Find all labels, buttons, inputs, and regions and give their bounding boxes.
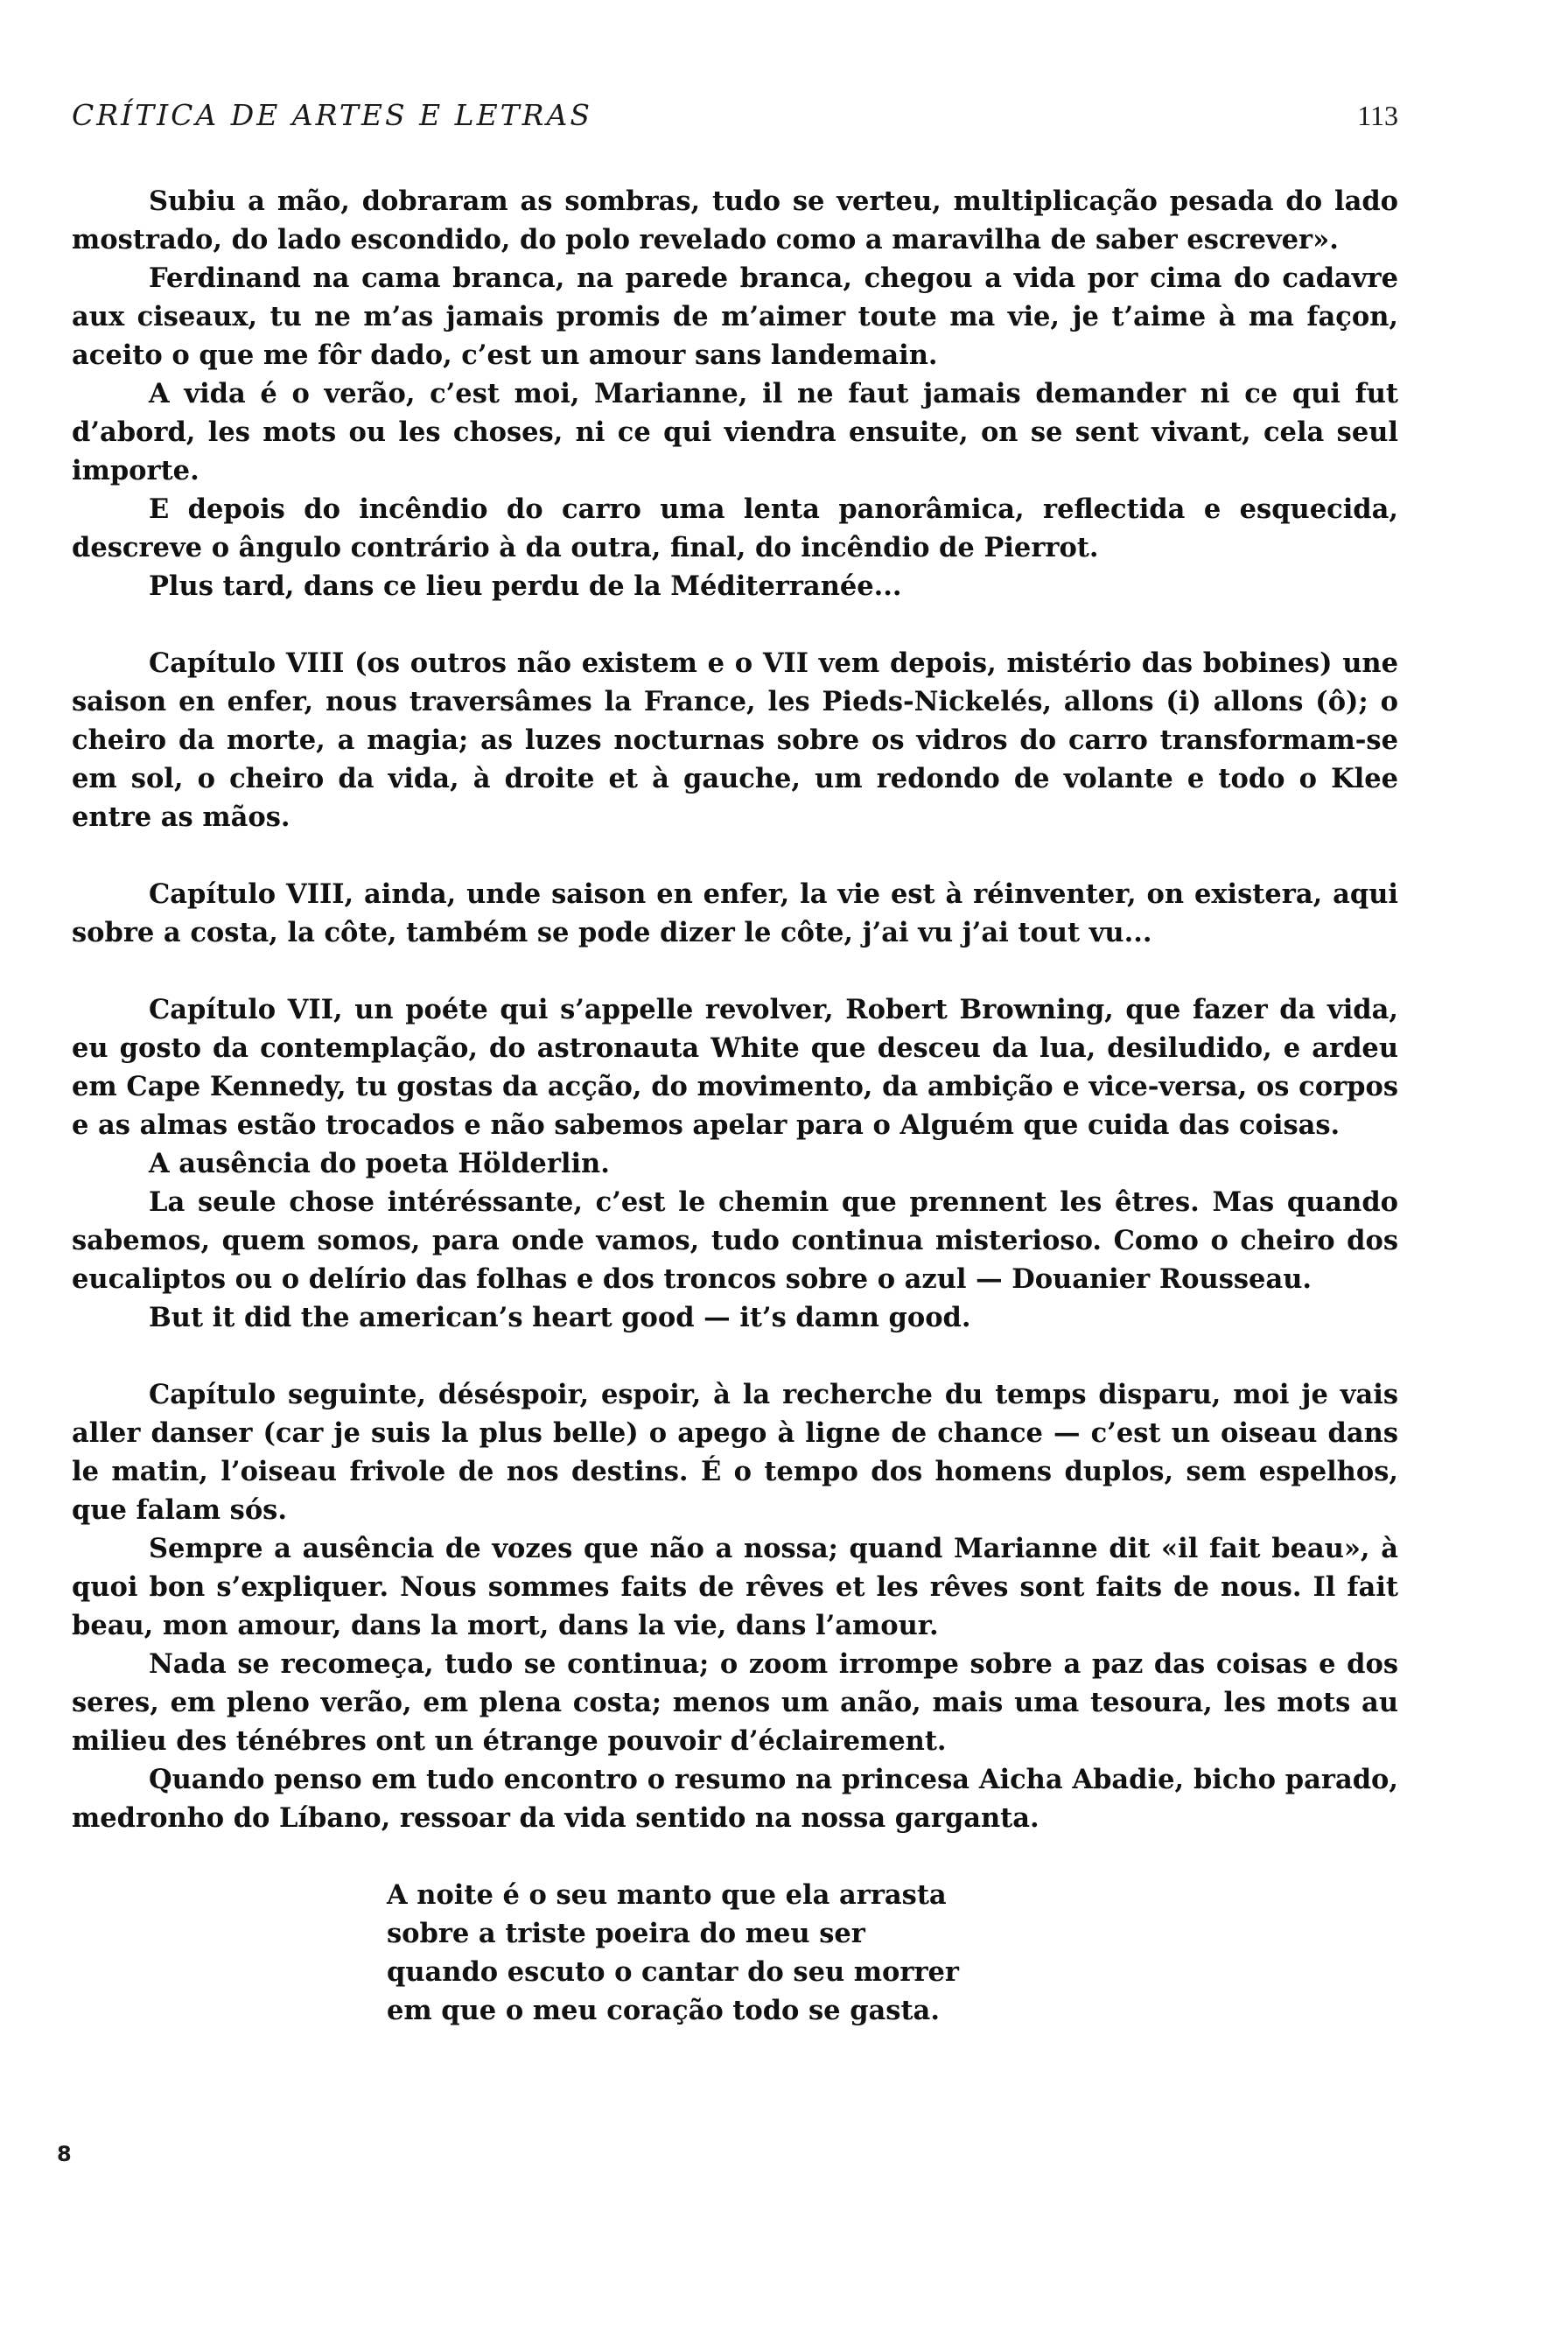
paragraph: Ferdinand na cama branca, na parede branca, chegou a vida por cima do cadavre aux ciseaux, tu ne m’as jamais promis de m’aimer toute ma vie, je t’aime à ma façon, aceito o que me fôr dado, c’est un amour sans landemain.	[72, 262, 1398, 371]
signature-mark: 8	[57, 2142, 72, 2166]
page-number: 113	[1357, 100, 1398, 131]
paragraph: Capítulo VIII, ainda, unde saison en enfer, la vie est à réinventer, on existera, aqui sobre a costa, la côte, também se pode dizer le côte, j’ai vu j’ai tout vu...	[72, 878, 1398, 948]
page-header	[72, 98, 1398, 142]
body-text	[72, 182, 1398, 2030]
paragraph: La seule chose intéréssante, c’est le chemin que prennent les êtres. Mas quando sabemos, quem somos, para onde vamos, tudo continua misterioso. Como o cheiro dos eucaliptos ou o delírio das folhas e dos troncos sobre o azul — Douanier Rousseau.	[72, 1186, 1398, 1295]
paragraph: A vida é o verão, c’est moi, Marianne, il ne faut jamais demander ni ce qui fut d’abord, les mots ou les choses, ni ce qui viendra ensuite, on se sent vivant, cela seul importe.	[72, 378, 1398, 486]
paragraph: Capítulo VII, un poéte qui s’appelle revolver, Robert Browning, que fazer da vida, eu gosto da contemplação, do astronauta White que desceu da lua, desiludido, e ardeu em Cape Kennedy, tu gostas da acção, do movimento, da ambição e vice-versa, os corpos e as almas estão trocados e não sabemos apelar para o Alguém que cuida das coisas.	[72, 994, 1398, 1141]
paragraph: Quando penso em tudo encontro o resumo na princesa Aicha Abadie, bicho parado, medronho do Líbano, ressoar da vida sentido na nossa garganta.	[72, 1764, 1398, 1834]
poem-verse: em que o meu coração todo se gasta.	[387, 1995, 940, 2026]
running-title: CRÍTICA DE ARTES E LETRAS	[72, 98, 592, 132]
paragraph: Subiu a mão, dobraram as sombras, tudo se verteu, multiplicação pesada do lado mostrado, do lado escondido, do polo revelado como a maravilha de saber escrever».	[72, 185, 1398, 255]
paragraph: But it did the american’s heart good — it’s damn good.	[149, 1302, 971, 1333]
paragraph: Nada se recomeça, tudo se continua; o zoom irrompe sobre a paz das coisas e dos seres, em pleno verão, em plena costa; menos um anão, mais uma tesoura, les mots au milieu des ténébres ont un étrange pouvoir d’éclairement.	[72, 1648, 1398, 1757]
paragraph: Sempre a ausência de vozes que não a nossa; quand Marianne dit «il fait beau», à quoi bon s’expliquer. Nous sommes faits de rêves et les rêves sont faits de nous. Il fait beau, mon amour, dans la mort, dans la vie, dans l’amour.	[72, 1533, 1398, 1641]
paragraph: Capítulo VIII (os outros não existem e o VII vem depois, mistério das bobines) une saison en enfer, nous traversâmes la France, les Pieds-Nickelés, allons (i) allons (ô); o cheiro da morte, a magia; as luzes nocturnas sobre os vidros do carro transformam-se em sol, o cheiro da vida, à droite et à gauche, um redondo de volante e todo o Klee entre as mãos.	[72, 647, 1398, 833]
paragraph: A ausência do poeta Hölderlin.	[149, 1148, 610, 1179]
poem	[387, 1876, 1104, 2030]
poem-verse: sobre a triste poeira do meu ser	[387, 1918, 865, 1949]
poem-verse: quando escuto o cantar do seu morrer	[387, 1956, 959, 1988]
paragraph: Capítulo seguinte, déséspoir, espoir, à la recherche du temps disparu, moi je vais aller danser (car je suis la plus belle) o apego à ligne de chance — c’est un oiseau dans le matin, l’oiseau frivole de nos destins. É o tempo dos homens duplos, sem espelhos, que falam sós.	[72, 1379, 1398, 1526]
paragraph: E depois do incêndio do carro uma lenta panorâmica, reflectida e esquecida, descreve o ângulo contrário à da outra, final, do incêndio de Pierrot.	[72, 493, 1398, 563]
paragraph: Plus tard, dans ce lieu perdu de la Méditerranée...	[149, 570, 902, 602]
poem-verse: A noite é o seu manto que ela arrasta	[387, 1879, 947, 1911]
